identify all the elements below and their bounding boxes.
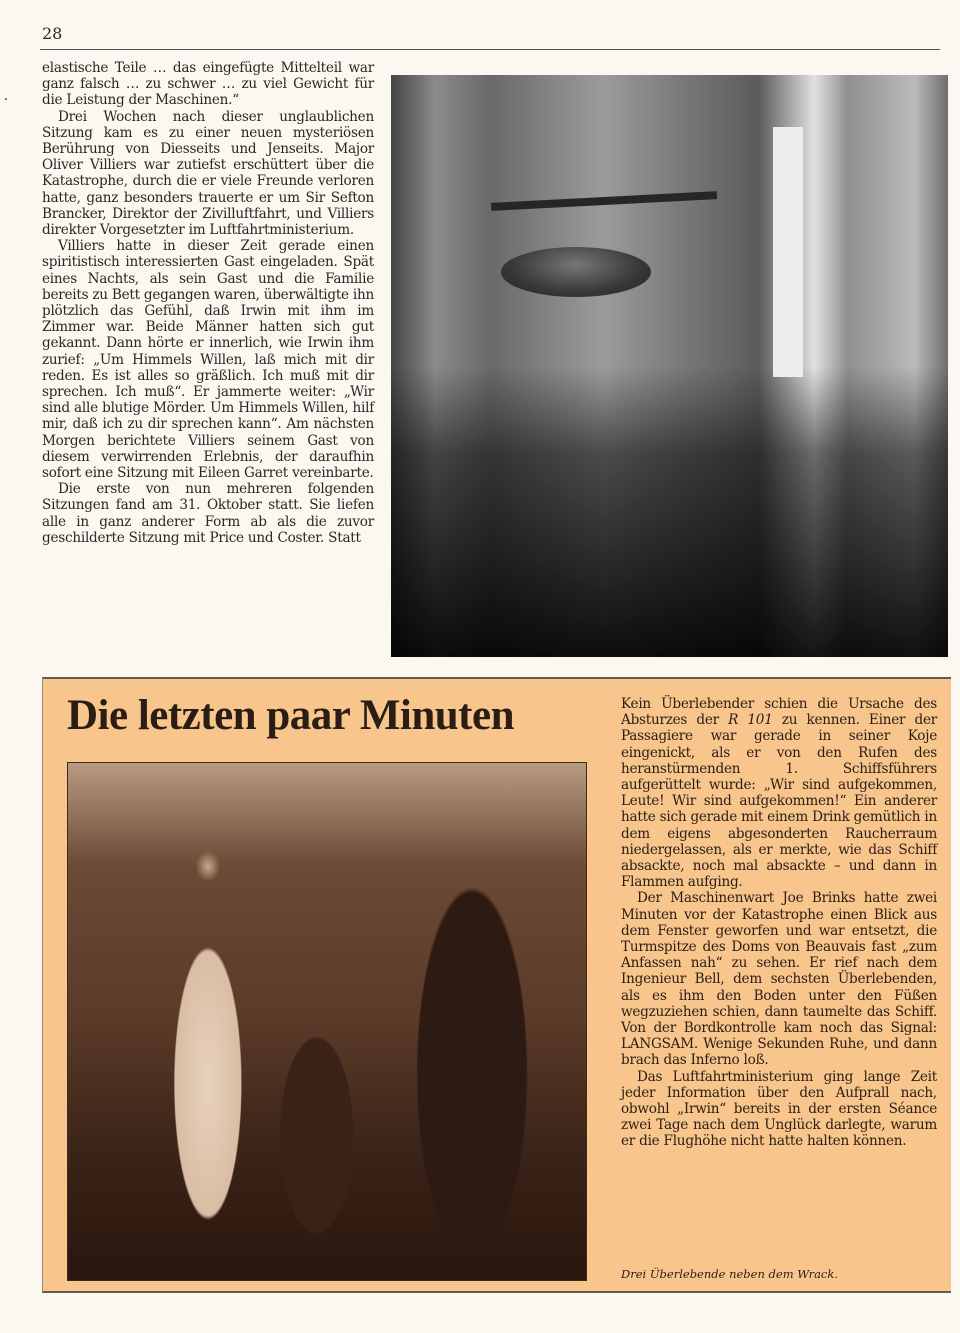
main-text-column — [42, 60, 374, 546]
sidebar-paragraph — [621, 696, 937, 890]
header-rule — [40, 49, 940, 50]
paragraph: Die erste von nun mehreren folgenden Sitzungen fand am 31. Oktober statt. Sie liefen alle in ganz anderer Form ab als die zuvor geschilderte Sitzung mit Price und Coster. Statt — [42, 481, 374, 546]
text-run: Kein Überlebender schien die Ursache des Absturzes der — [621, 696, 937, 729]
text-run: zu kennen. Einer der Passagiere war gerade in seiner Koje eingenickt, als er von den Rufen des heranstürmenden 1. Schiffsführers aufgerüttelt wurde: „Wir sind aufgekommen, Leute! Wir sind aufgekommen!“ Ein anderer hatte sich gerade mit einem Drink gemütlich in dem eigens abgesonderten Raucherraum niedergelassen, als er merkte, wie das Schiff absackte, noch mal absackte – und dann in Flammen aufging. — [621, 712, 937, 891]
sidebar-box — [42, 677, 951, 1293]
scan-speck — [5, 98, 7, 100]
paragraph: Villiers hatte in dieser Zeit gerade einen spiritistisch interessierten Gast eingeladen. Spät eines Nachts, als sein Gast und die Familie bereits zu Bett gegangen waren, überwältigte ihn plötzlich das Gefühl, daß Irwin mit ihm im Zimmer war. Beide Männer hatten sich gut gekannt. Dann hörte er innerlich, wie Irwin ihm zurief: „Um Himmels Willen, laß mich mit dir reden. Es ist alles so gräßlich. Ich muß mit dir sprechen. Ich muß“. Er jammerte weiter: „Wir sind alle blutige Mörder. Um Himmels Willen, hilf mir, daß ich zu dir sprechen kann“. Am nächsten Morgen berichtete Villiers seinem Gast von diesem verwirrenden Erlebnis, der daraufhin sofort eine Sitzung mit Eileen Garret vereinbarte. — [42, 238, 375, 482]
sidebar-title: Die letzten paar Minuten — [67, 692, 514, 739]
photo-beam — [491, 191, 717, 211]
airship-name: R 101 — [728, 712, 773, 729]
sidebar-paragraph: Das Luftfahrtministerium ging lange Zeit jeder Information über den Aufprall nach, obwohl „Irwin“ bereits in der ersten Séance zwei Tage nach dem Unglück darlegte, warum er die Flughöhe nicht hatte halten können. — [621, 1068, 937, 1150]
sidebar-paragraph: Der Maschinenwart Joe Brinks hatte zwei Minuten vor der Katastrophe einen Blick aus dem Fenster geworfen und war entsetzt, die Turmspitze des Doms von Beauvais fast „zum Anfassen nah“ zu sehen. Er rief nach dem Ingenieur Bell, dem sechsten Überlebenden, als es ihm den Boden unter den Füßen wegzuziehen schien, dann taumelte das Schiff. Von der Bordkontrolle kam noch das Signal: LANGSAM. Wenige Sekunden Ruhe, und dann brach das Inferno loß. — [621, 890, 937, 1069]
paragraph: Drei Wochen nach dieser unglaublichen Sitzung kam es zu einer neuen mysteriösen Berührung von Diesseits und Jenseits. Major Oliver Villiers war zutiefst erschüttert über die Katastrophe, durch die er viele Freunde verloren hatte, ganz besonders trauerte er um Sir Sefton Brancker, Direktor der Zivilluftfahrt, und Villiers direkter Vorgesetzter im Luftfahrtministerium. — [42, 108, 374, 239]
photo-airship — [501, 247, 651, 297]
page-number: 28 — [42, 24, 63, 43]
photo-caption: Drei Überlebende neben dem Wrack. — [621, 1267, 838, 1281]
paragraph: elastische Teile … das eingefügte Mittelteil war ganz falsch … zu schwer … zu viel Gewicht für die Leistung der Maschinen.“ — [42, 60, 374, 109]
survivors-photo — [67, 762, 587, 1281]
sidebar-text — [621, 696, 937, 1150]
photo-window — [773, 127, 803, 377]
assembly-hall-photo — [391, 75, 948, 657]
